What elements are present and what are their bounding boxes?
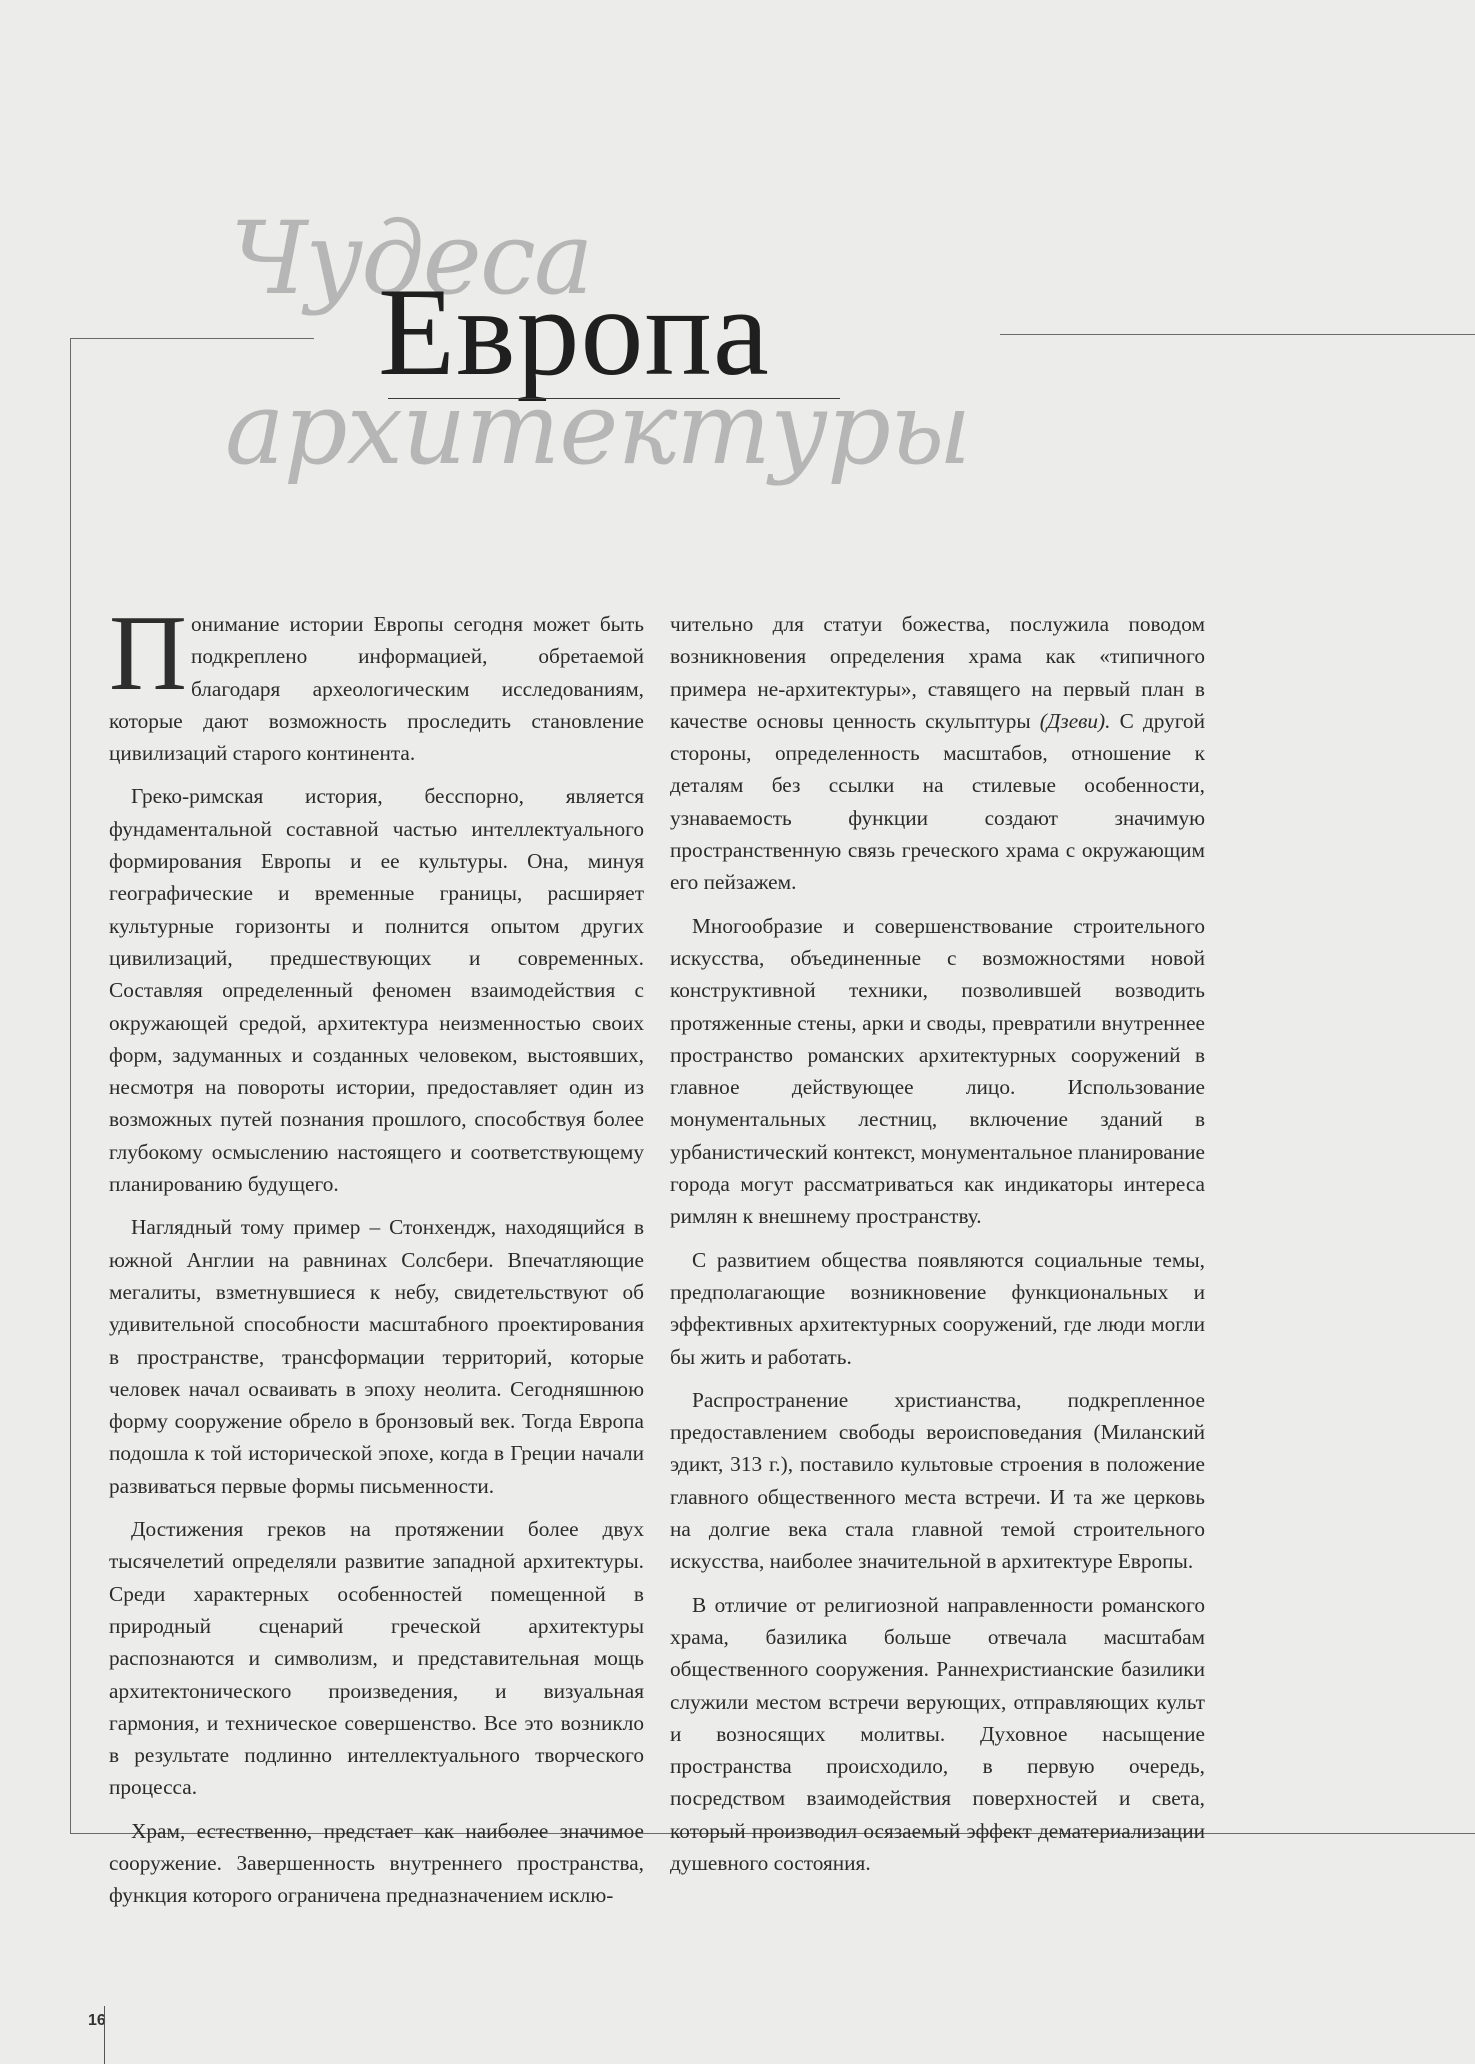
paragraph: Храм, естественно, предстает как наиболее значимое сооружение. Завершенность внутреннего пространства, функция которого ограничена предназначением исклю- [109, 1818, 644, 1908]
background-title-line-2: архитектуры [225, 370, 971, 487]
paragraph: Достижения греков на протяжении более двух тысячелетий определяли развитие западной архитектуры. Среди характерных особенностей помещенной в природный сценарий греческой архитектуры распознаются и символизм, и представительная мощь архитектонического произведения, и визуальная гармония, и техническое совершенство. Все это возникло в результате подлинно интеллектуального творческого процесса. [109, 1517, 644, 1800]
paragraph [109, 594, 644, 769]
frame-line-top-right [1000, 334, 1475, 335]
paragraph: С развитием общества появляются социальные темы, предполагающие возникновение функциональных и эффективных архитектурных сооружений, где люди могли бы жить и работать. [670, 1247, 1205, 1369]
frame-line-top-left [70, 338, 314, 339]
paragraph: Наглядный тому пример – Стонхендж, находящийся в южной Англии на равнинах Солсбери. Впечатляющие мегалиты, взметнувшиеся к небу, свидетельствуют об удивительной способности масштабного проектирования в пространстве, трансформации территорий, которые человек начал осваивать в эпоху неолита. Сегодняшнюю форму сооружение обрело в бронзовый век. Тогда Европа подошла к той исторической эпохе, когда в Греции начали развиваться первые формы письменности. [109, 1215, 644, 1498]
drop-cap: П [109, 594, 187, 713]
page-number-divider [104, 2006, 105, 2064]
page-title: Европа [378, 263, 770, 402]
text-column-left [109, 594, 644, 1923]
paragraph: Греко-римская история, бесспорно, является фундаментальной составной частью интеллектуального формирования Европы и ее культуры. Она, минуя географические и временные границы, расширяет культурные горизонты и полнится опытом других цивилизаций, предшествующих и современных. Составляя определенный феномен взаимодействия с окружающей средой, архитектура неизменностью своих форм, задуманных и созданных человеком, выстоявших, несмотря на повороты истории, предоставляет один из возможных путей познания прошлого, способствуя более глубокому осмыслению настоящего и соответствующему планированию будущего. [109, 784, 644, 1197]
text-column-right [670, 608, 1205, 1890]
paragraph [670, 608, 1205, 899]
paragraph: Распространение христианства, подкрепленное предоставлением свободы вероисповедания (Миланский эдикт, 313 г.), поставило культовые строения в положение главного общественного места встречи. И та же церковь на долгие века стала главной темой строительного искусства, наиболее значительной в архитектуре Европы. [670, 1387, 1205, 1574]
page-number: 16 [88, 2012, 106, 2029]
paragraph-text: онимание истории Европы сегодня может быть подкреплено информацией, обретаемой благодаря археологическим исследованиям, которые дают возможность проследить становление цивилизаций старого континента. [109, 612, 644, 766]
paragraph-text: С другой стороны, определенность масштабов, отношение к деталям без ссылки на стилевые особенности, узнаваемость функции создают значимую пространственную связь греческого храма с окружающим его пейзажем. [670, 708, 1205, 895]
paragraph: Многообразие и совершенствование строительного искусства, объединенные с возможностями новой конструктивной техники, позволившей возводить протяженные стены, арки и своды, превратили внутреннее пространство романских архитектурных сооружений в главное действующее лицо. Использование монументальных лестниц, включение зданий в урбанистический контекст, монументальное планирование города могут рассматриваться как индикаторы интереса римлян к внешнему пространству. [670, 913, 1205, 1229]
frame-line-left [70, 338, 71, 1833]
citation-emphasis: (Дзеви). [1039, 708, 1111, 733]
paragraph-text: чительно для статуи божества, послужила поводом возникновения определения храма как «типичного примера не-архитектуры», ставящего на первый план в качестве основы ценность скульптуры [670, 612, 1205, 733]
title-underline [388, 398, 840, 399]
paragraph: В отличие от религиозной направленности романского храма, базилика больше отвечала масштабам общественного сооружения. Раннехристианские базилики служили местом встречи верующих, отправляющих культ и возносящих молитвы. Духовное насыщение пространства происходило, в первую очередь, посредством взаимодействия поверхностей и света, который производил осязаемый эффект дематериализации душевного состояния. [670, 1592, 1205, 1875]
background-title-line-1: Чудеса [230, 200, 592, 317]
